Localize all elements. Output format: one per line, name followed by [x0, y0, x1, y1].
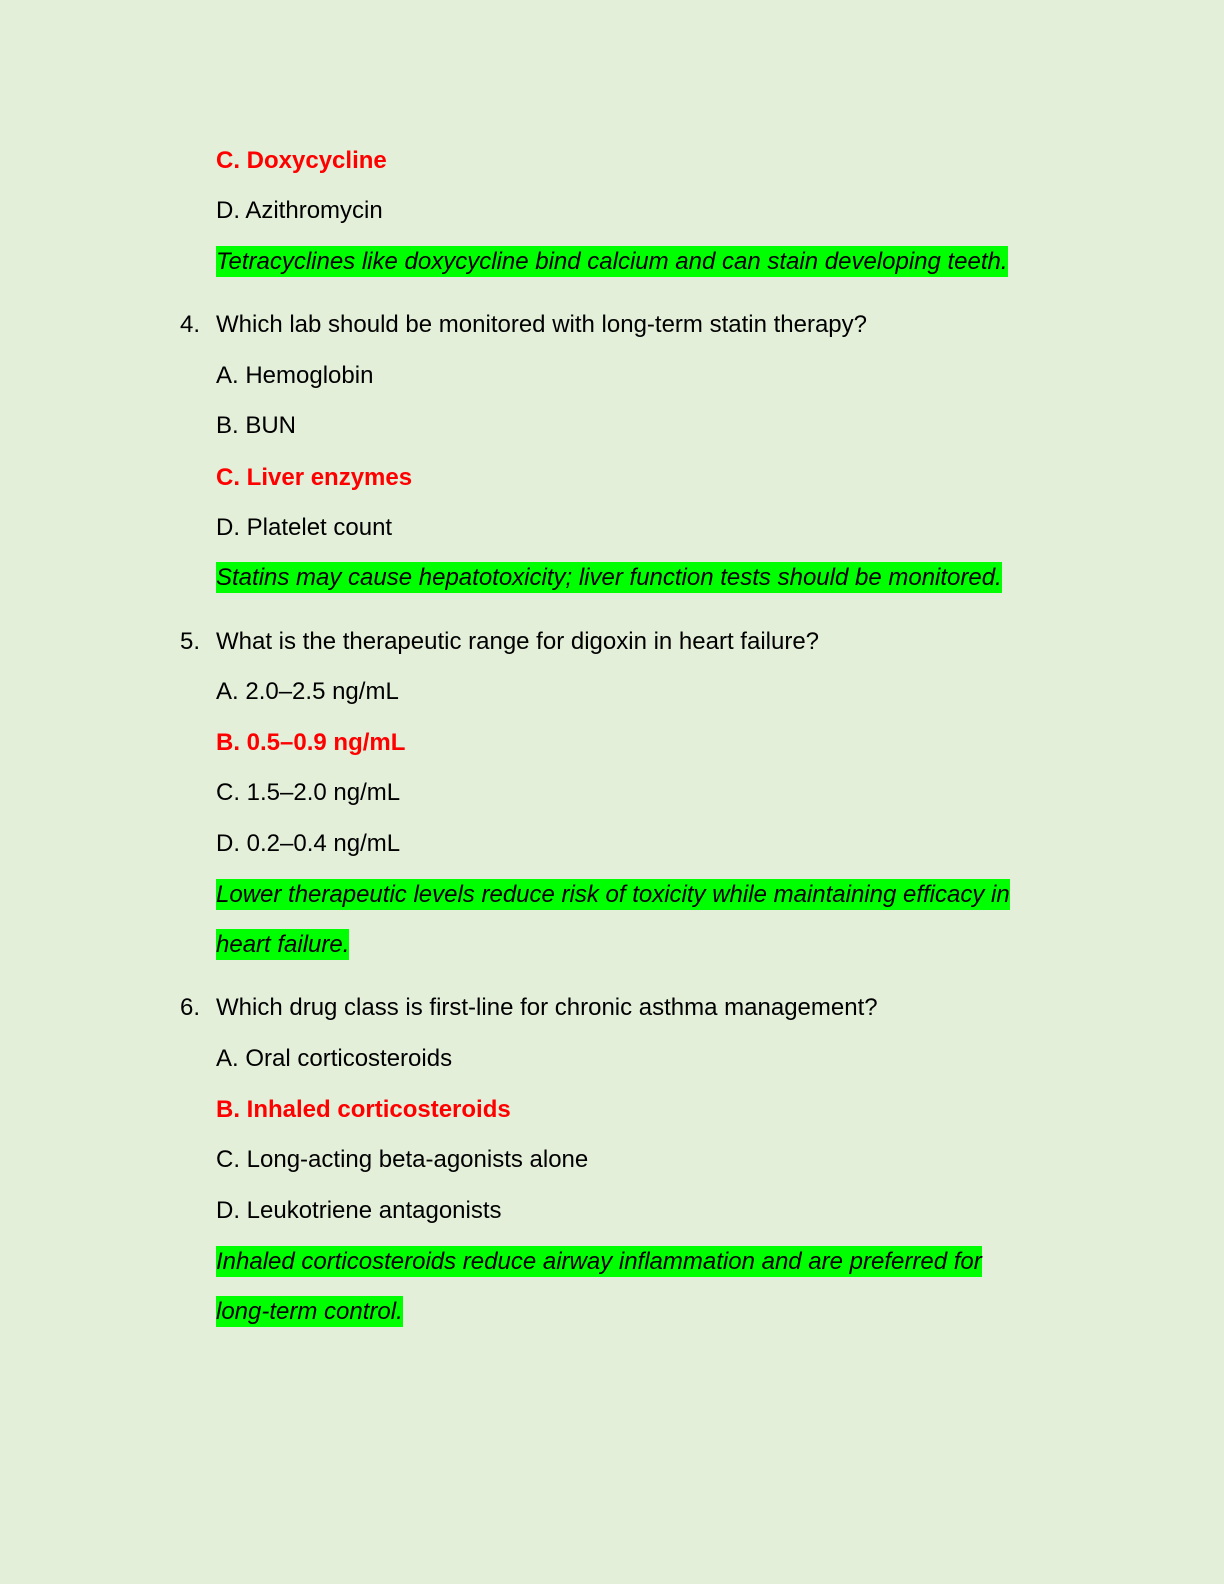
answer-option: A. Hemoglobin: [216, 362, 374, 389]
answer-correct: B. 0.5–0.9 ng/mL: [216, 729, 406, 756]
answer-option: C. Long-acting beta-agonists alone: [216, 1146, 589, 1173]
answer-option: A. 2.0–2.5 ng/mL: [216, 678, 399, 705]
answer-option: D. Platelet count: [216, 514, 393, 541]
answer-option: D. 0.2–0.4 ng/mL: [216, 830, 401, 857]
question-5: 5. What is the therapeutic range for digoxin in heart failure?: [180, 628, 820, 655]
explanation: Statins may cause hepatotoxicity; liver function tests should be monitored.: [216, 564, 1002, 591]
answer-correct: C. Doxycycline: [216, 147, 387, 174]
answer-option: C. 1.5–2.0 ng/mL: [216, 779, 401, 806]
explanation: Tetracyclines like doxycycline bind calcium and can stain developing teeth.: [216, 248, 1008, 275]
answer-option: B. BUN: [216, 412, 297, 439]
explanation: heart failure.: [216, 931, 350, 958]
explanation: Lower therapeutic levels reduce risk of toxicity while maintaining efficacy in: [216, 881, 1010, 908]
answer-option: D. Azithromycin: [216, 197, 383, 224]
question-6: 6. Which drug class is first-line for chronic asthma management?: [180, 994, 878, 1021]
answer-option: D. Leukotriene antagonists: [216, 1197, 502, 1224]
answer-correct: C. Liver enzymes: [216, 464, 413, 491]
answer-option: A. Oral corticosteroids: [216, 1045, 453, 1072]
question-4: 4. Which lab should be monitored with long-term statin therapy?: [180, 311, 867, 338]
explanation: long-term control.: [216, 1298, 403, 1325]
answer-correct: B. Inhaled corticosteroids: [216, 1096, 511, 1123]
explanation: Inhaled corticosteroids reduce airway inflammation and are preferred for: [216, 1248, 982, 1275]
